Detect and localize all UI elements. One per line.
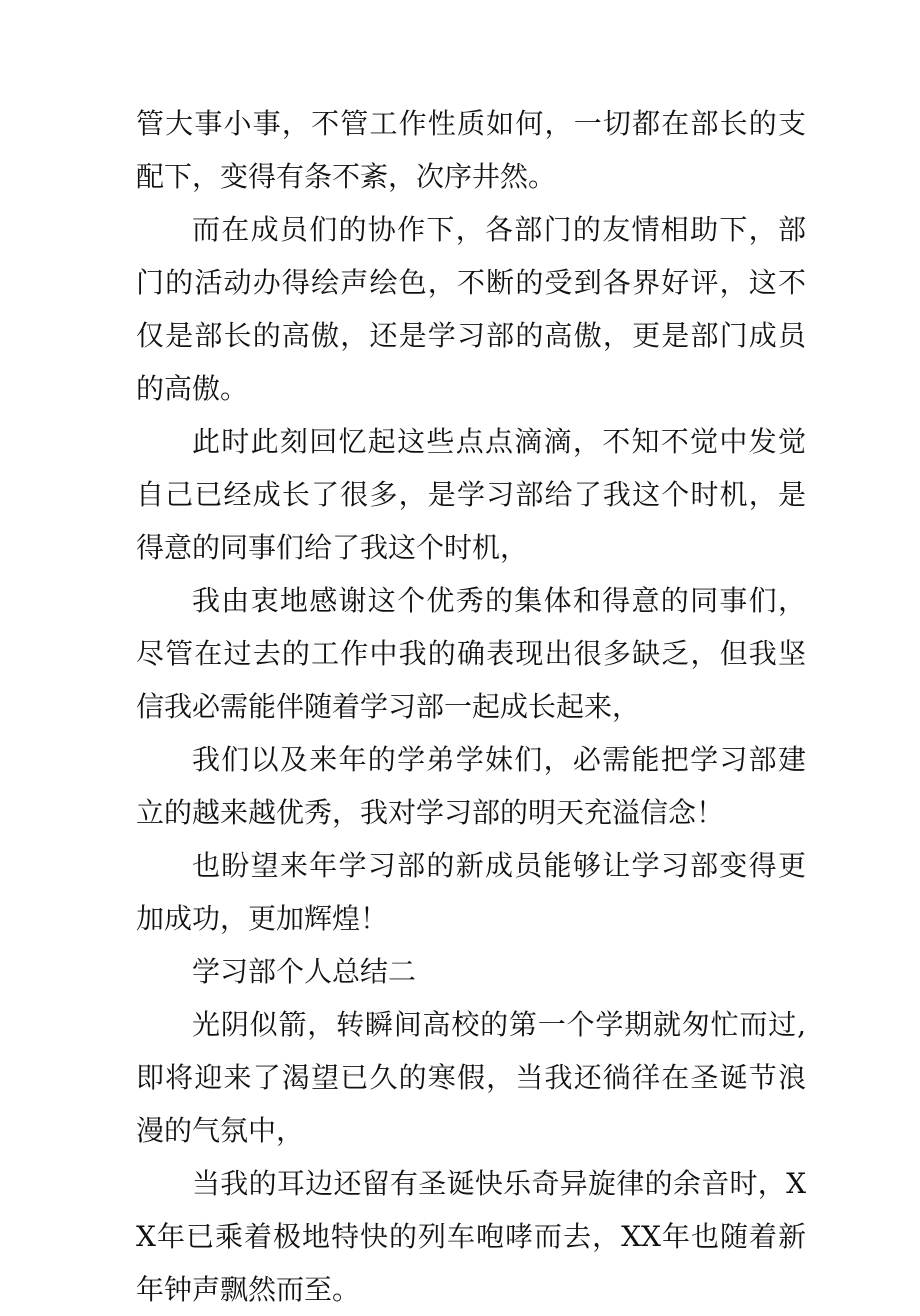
paragraph-4: 我由衷地感谢这个优秀的集体和得意的同事们，尽管在过去的工作中我的确表现出很多缺乏，但我坚信我必需能伴随着学习部一起成长起来， — [136, 584, 806, 723]
document-body — [136, 97, 806, 1316]
paragraph-7: 光阴似箭，转瞬间高校的第一个学期就匆忙而过,即将迎来了渴望已久的寒假，当我还徜徉在圣诞节浪漫的气氛中， — [136, 1008, 806, 1147]
paragraph-1: 管大事小事，不管工作性质如何，一切都在部长的支配下，变得有条不紊，次序井然。 — [136, 107, 806, 193]
paragraph-3: 此时此刻回忆起这些点点滴滴，不知不觉中发觉自己已经成长了很多，是学习部给了我这个时机，是得意的同事们给了我这个时机， — [136, 425, 806, 564]
paragraph-6: 也盼望来年学习部的新成员能够让学习部变得更加成功，更加辉煌！ — [136, 849, 806, 935]
paragraph-2: 而在成员们的协作下，各部门的友情相助下，部门的活动办得绘声绘色，不断的受到各界好评，这不仅是部长的高傲，还是学习部的高傲，更是部门成员的高傲。 — [136, 213, 806, 405]
section-heading: 学习部个人总结二 — [192, 955, 417, 988]
paragraph-5: 我们以及来年的学弟学妹们，必需能把学习部建立的越来越优秀，我对学习部的明天充溢信念！ — [136, 743, 806, 829]
paragraph-8: 当我的耳边还留有圣诞快乐奇异旋律的余音时，XX年已乘着极地特快的列车咆哮而去，XX年也随着新年钟声飘然而至。 — [136, 1167, 806, 1306]
